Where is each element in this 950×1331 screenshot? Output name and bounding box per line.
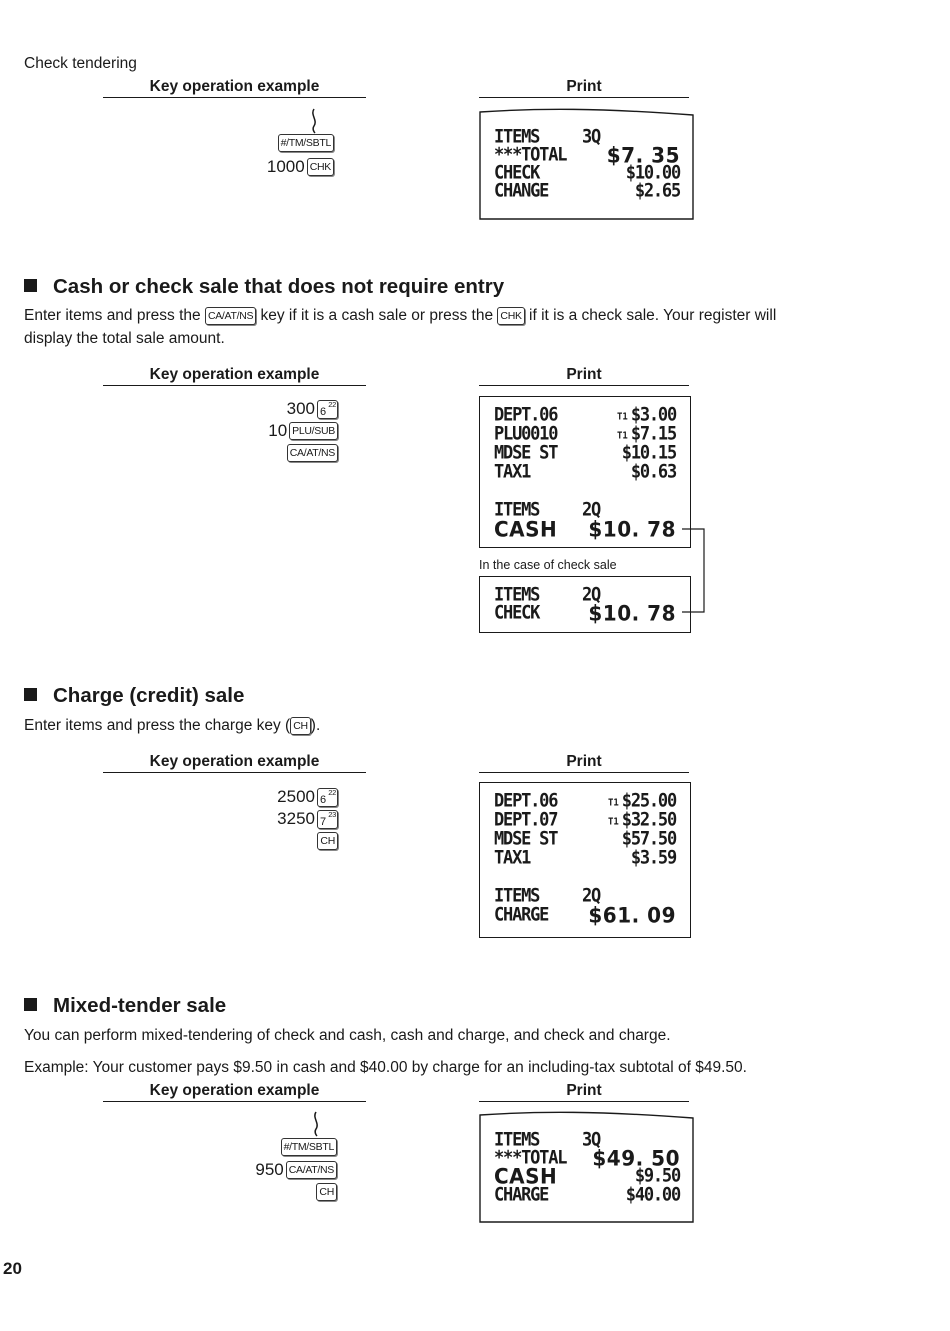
key-chk: CHK	[497, 307, 524, 325]
omission-wave-icon	[310, 1111, 322, 1137]
receipt-line: TAX1 $0.63	[494, 461, 676, 483]
key-operation-heading: Key operation example	[103, 366, 366, 386]
key-operation-heading: Key operation example	[103, 753, 366, 773]
section-title-cash-check: Cash or check sale that does not require entry	[24, 275, 504, 299]
mixed-description: You can perform mixed-tendering of check and cash, cash and charge, and check and charge.	[24, 1027, 671, 1044]
key-ch: CH	[290, 717, 311, 735]
key-subtotal: #/TM/SBTL	[281, 1138, 337, 1156]
op-amount: 950	[255, 1160, 284, 1179]
check-sale-note: In the case of check sale	[479, 558, 617, 572]
key-subtotal: #/TM/SBTL	[278, 134, 334, 152]
op-amount: 10	[268, 421, 288, 440]
op-line-dept6	[287, 398, 338, 420]
op-line-plu	[268, 420, 338, 442]
receipt-line: ITEMS 3Q	[494, 126, 601, 148]
receipt-line: CHECK $10.00	[494, 162, 680, 184]
op-line-charge	[317, 830, 338, 852]
receipt-charge-sale	[479, 782, 691, 938]
key-ca-at-ns: CA/AT/NS	[286, 1161, 337, 1179]
print-heading: Print	[479, 1082, 689, 1102]
check-tendering-label: Check tendering	[24, 55, 137, 72]
receipt-line: MDSE ST $10.15	[494, 442, 676, 464]
key-ch: CH	[317, 832, 338, 850]
receipt-line: ***TOTAL $49. 50	[494, 1145, 680, 1171]
key-dept-6: 6 22	[317, 788, 338, 807]
connector-bracket	[680, 525, 710, 617]
cash-check-description-2: display the total sale amount.	[24, 330, 225, 347]
receipt-line: CASH $10. 78	[494, 516, 676, 542]
op-line-cash	[255, 1159, 337, 1181]
receipt-line: CASH $9.50	[494, 1163, 680, 1189]
key-ca-at-ns: CA/AT/NS	[205, 307, 256, 325]
key-operation-sequence	[97, 1136, 337, 1236]
key-dept-7: 7 23	[317, 810, 338, 829]
receipt-line: ITEMS 3Q	[494, 1129, 601, 1151]
key-dept-6: 6 22	[317, 400, 338, 419]
receipt-line: DEPT.07 T1 $32.50	[494, 809, 676, 831]
bullet-square-icon	[24, 688, 37, 701]
omission-wave-icon	[308, 108, 320, 134]
receipt-line: CHANGE $2.65	[494, 180, 680, 202]
key-chk: CHK	[307, 158, 334, 176]
receipt-check-tendering	[480, 116, 694, 216]
receipt-line: CHECK $10. 78	[494, 600, 676, 626]
receipt-line: CHARGE $40.00	[494, 1184, 680, 1206]
receipt-check-sale	[479, 576, 691, 633]
key-operation-sequence	[94, 132, 334, 232]
op-line-check	[267, 156, 334, 178]
print-heading: Print	[479, 753, 689, 773]
op-amount: 3250	[277, 809, 315, 828]
receipt-line: ***TOTAL $7. 35	[494, 142, 680, 168]
op-line-subtotal	[278, 132, 334, 154]
op-line-dept6	[277, 786, 338, 808]
receipt-line: MDSE ST $57.50	[494, 828, 676, 850]
receipt-line: PLU0010 T1 $7.15	[494, 423, 676, 445]
bullet-square-icon	[24, 279, 37, 292]
key-operation-sequence	[98, 398, 338, 498]
op-amount: 300	[286, 399, 315, 418]
section-title-charge: Charge (credit) sale	[24, 684, 244, 708]
charge-description: Enter items and press the charge key ( CH ).	[24, 717, 321, 734]
op-line-cash	[287, 442, 338, 464]
cash-check-description: Enter items and press the CA/AT/NS key if it is a cash sale or press the CHK if it is a check sale. Your register will	[24, 307, 777, 324]
key-operation-heading: Key operation example	[103, 1082, 366, 1102]
key-ca-at-ns: CA/AT/NS	[287, 444, 338, 462]
key-operation-heading: Key operation example	[103, 78, 366, 98]
op-line-dept7	[277, 808, 338, 830]
page-number: 20	[3, 1259, 22, 1278]
print-heading: Print	[479, 366, 689, 386]
op-line-subtotal	[281, 1136, 337, 1158]
receipt-line: DEPT.06 T1 $25.00	[494, 790, 676, 812]
receipt-line: ITEMS 2Q	[494, 885, 601, 907]
mixed-example: Example: Your customer pays $9.50 in cash and $40.00 by charge for an including-tax subtotal of $49.50.	[24, 1059, 747, 1076]
print-heading: Print	[479, 78, 689, 98]
section-title-mixed: Mixed-tender sale	[24, 994, 226, 1018]
receipt-line: TAX1 $3.59	[494, 847, 676, 869]
receipt-mixed-tender	[480, 1119, 694, 1219]
key-operation-sequence	[98, 786, 338, 886]
bullet-square-icon	[24, 998, 37, 1011]
key-ch: CH	[316, 1183, 337, 1201]
receipt-cash-sale	[479, 396, 691, 548]
receipt-line: DEPT.06 T1 $3.00	[494, 404, 676, 426]
op-amount: 2500	[277, 787, 315, 806]
op-line-charge	[316, 1181, 337, 1203]
receipt-line: ITEMS 2Q	[494, 584, 601, 606]
op-amount: 1000	[266, 157, 305, 176]
key-plu-sub: PLU/SUB	[289, 422, 338, 440]
receipt-line: ITEMS 2Q	[494, 499, 601, 521]
receipt-line: CHARGE $61. 09	[494, 902, 676, 928]
